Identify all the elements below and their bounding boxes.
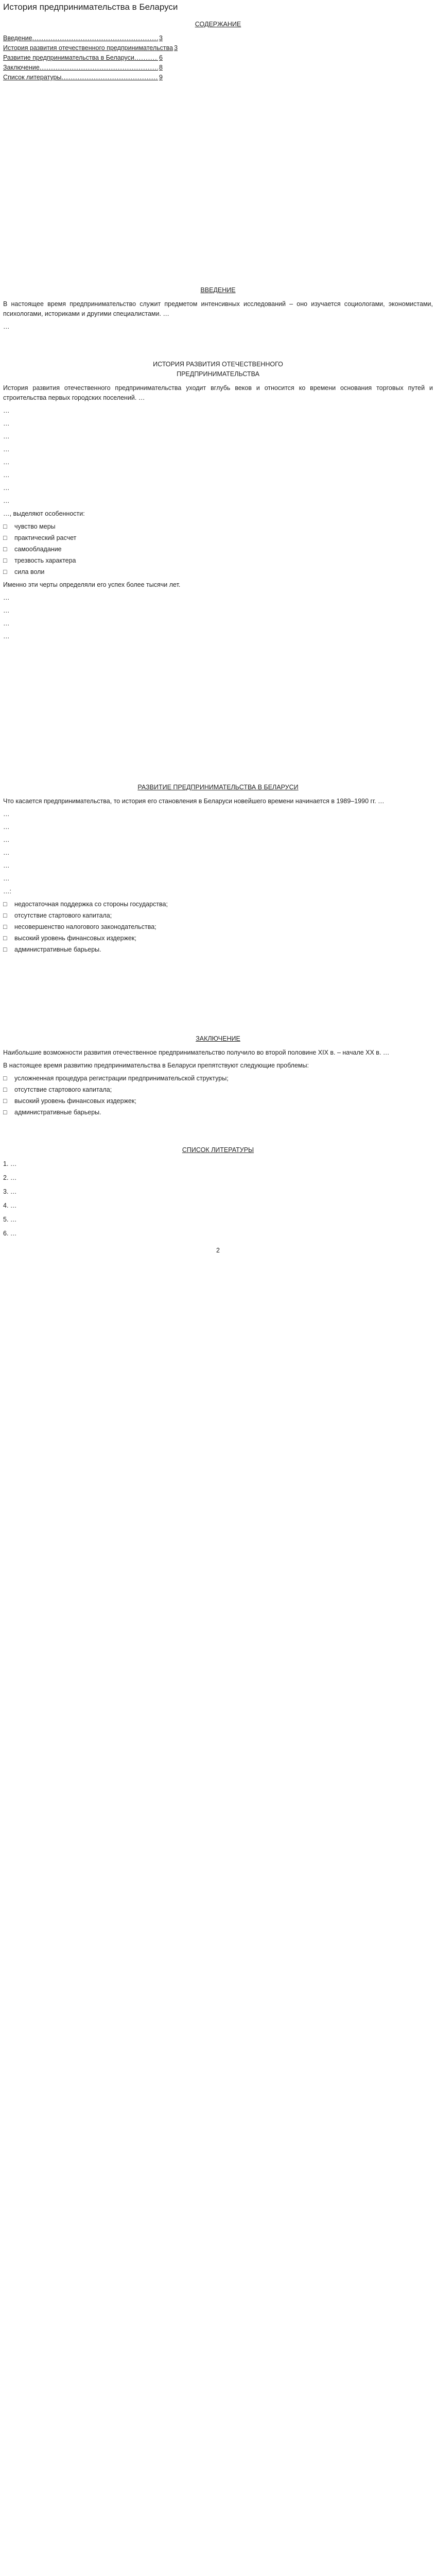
paragraph: … — [3, 862, 10, 869]
bullet-square-icon: □ — [3, 557, 7, 564]
features-list — [3, 522, 433, 577]
paragraph: … — [3, 446, 10, 453]
feature-item — [3, 567, 433, 577]
reference-item: 4. … — [3, 1202, 17, 1209]
bullet-square-icon: □ — [3, 935, 7, 942]
problem-item-text: отсутствие стартового капитала; — [14, 912, 112, 919]
bullet-square-icon: □ — [3, 946, 7, 953]
paragraph: … — [3, 849, 10, 856]
problem-item — [3, 945, 433, 955]
paragraph: … — [3, 607, 10, 614]
problems-intro: …: — [3, 888, 11, 895]
problem-item-text: недостаточная поддержка со стороны государства; — [14, 901, 168, 908]
toc-leader-dots — [32, 33, 158, 43]
toc-item-label: История развития отечественного предпринимательства — [3, 44, 173, 52]
history-heading-line2: ПРЕДПРИНИМАТЕЛЬСТВА — [177, 370, 259, 378]
paragraph: … — [3, 810, 10, 818]
page-number: 2 — [216, 1247, 220, 1254]
belarus-problems-list — [3, 900, 433, 955]
conclusion-problem-item-text: усложненная процедура регистрации предпринимательской структуры; — [14, 1075, 229, 1082]
paragraph: История развития отечественного предпринимательства уходит вглубь веков и относится ко времени основания торговых путей и строительства первых городских поселений. … — [3, 384, 433, 401]
paragraph: … — [3, 433, 10, 440]
bullet-square-icon: □ — [3, 1109, 7, 1116]
problem-item — [3, 911, 433, 921]
conclusion-problem-item-text: административные барьеры. — [14, 1109, 101, 1116]
intro-heading: ВВЕДЕНИЕ — [200, 286, 236, 294]
document-body — [3, 20, 433, 1256]
history-heading — [3, 360, 433, 379]
toc-item[interactable] — [3, 63, 163, 73]
references-list — [3, 1159, 433, 1239]
conclusion-problem-item — [3, 1108, 433, 1117]
feature-item-text: трезвость характера — [14, 557, 76, 564]
toc-leader-dots — [61, 73, 158, 82]
conclusion-problem-item — [3, 1074, 433, 1083]
bullet-square-icon: □ — [3, 523, 7, 530]
belarus-heading: РАЗВИТИЕ ПРЕДПРИНИМАТЕЛЬСТВА В БЕЛАРУСИ — [137, 784, 299, 791]
conclusion-heading: ЗАКЛЮЧЕНИЕ — [196, 1035, 240, 1042]
bullet-square-icon: □ — [3, 534, 7, 541]
toc-leader-dots — [134, 53, 158, 63]
toc-item-page: 8 — [159, 64, 163, 71]
conclusion-problem-item-text: отсутствие стартового капитала; — [14, 1086, 112, 1093]
paragraph: Наибольшие возможности развития отечественное предпринимательство получило во второй половине XIX в. – начале XX в. … — [3, 1049, 390, 1056]
toc-heading: СОДЕРЖАНИЕ — [195, 21, 241, 28]
toc-item[interactable] — [3, 73, 163, 82]
bullet-square-icon: □ — [3, 901, 7, 908]
intro-section — [3, 285, 433, 332]
conclusion-problem-item — [3, 1096, 433, 1106]
page-title: История предпринимательства в Беларуси — [3, 2, 178, 12]
reference-item: 3. … — [3, 1188, 17, 1195]
paragraph: … — [3, 497, 10, 504]
feature-item-text: самообладание — [14, 546, 62, 553]
belarus-section — [3, 783, 433, 955]
references-section — [3, 1145, 433, 1239]
problem-item-text: административные барьеры. — [14, 946, 101, 953]
problem-item — [3, 922, 433, 932]
history-paragraphs — [3, 383, 433, 506]
history-section — [3, 360, 433, 641]
conclusion-problem-item-text: высокий уровень финансовых издержек; — [14, 1097, 136, 1105]
toc-item[interactable] — [3, 33, 163, 43]
paragraph: … — [3, 420, 10, 427]
bullet-square-icon: □ — [3, 1086, 7, 1093]
feature-item — [3, 533, 433, 543]
paragraph: … — [3, 633, 10, 640]
toc-leader-dots — [40, 63, 158, 73]
paragraph: … — [3, 594, 10, 601]
toc-item-page: 3 — [174, 44, 178, 52]
problem-item — [3, 934, 433, 943]
paragraph: … — [3, 836, 10, 843]
paragraph: В настоящее время развитию предпринимательства в Беларуси препятствуют следующие проблемы: — [3, 1062, 309, 1069]
reference-item: 5. … — [3, 1216, 17, 1223]
bullet-square-icon: □ — [3, 546, 7, 553]
paragraph: … — [3, 471, 10, 479]
feature-item — [3, 556, 433, 566]
history-paragraphs-after — [3, 580, 433, 641]
paragraph: … — [3, 875, 10, 882]
problem-item-text: несовершенство налогового законодательства; — [14, 923, 156, 930]
toc-item[interactable] — [3, 53, 163, 63]
toc-item-label: Список литературы — [3, 74, 62, 81]
conclusion-section — [3, 1034, 433, 1117]
toc-list — [3, 33, 178, 82]
paragraph: Именно эти черты определяли его успех более тысячи лет. — [3, 581, 181, 588]
paragraph: … — [3, 407, 10, 414]
toc-item[interactable] — [3, 43, 178, 53]
feature-item — [3, 522, 433, 532]
paragraph: … — [3, 823, 10, 831]
paragraph: Что касается предпринимательства, то история его становления в Беларуси новейшего времени начинается в 1989–1990 гг. … — [3, 798, 385, 805]
bullet-square-icon: □ — [3, 1097, 7, 1105]
toc-item-page: 6 — [159, 54, 163, 61]
bullet-square-icon: □ — [3, 1075, 7, 1082]
conclusion-paragraphs — [3, 1048, 433, 1071]
problem-item-text: высокий уровень финансовых издержек; — [14, 935, 136, 942]
feature-item-text: чувство меры — [14, 523, 56, 530]
paragraph: … — [3, 459, 10, 466]
feature-item-text: сила воли — [14, 568, 45, 575]
features-intro: …, выделяют особенности: — [3, 510, 85, 517]
conclusion-problem-item — [3, 1085, 433, 1095]
paragraph: … — [3, 620, 10, 627]
reference-item: 2. … — [3, 1174, 17, 1181]
feature-item-text: практический расчет — [14, 534, 77, 541]
bullet-square-icon: □ — [3, 923, 7, 930]
references-heading: СПИСОК ЛИТЕРАТУРЫ — [182, 1146, 254, 1154]
paragraph: … — [3, 323, 10, 330]
toc-item-label: Заключение — [3, 64, 40, 71]
feature-item — [3, 545, 433, 554]
toc-item-label: Развитие предпринимательства в Беларуси — [3, 54, 134, 61]
conclusion-problems-list — [3, 1074, 433, 1117]
toc-item-page: 3 — [159, 35, 163, 42]
reference-item: 6. … — [3, 1230, 17, 1237]
history-heading-line1: ИСТОРИЯ РАЗВИТИЯ ОТЕЧЕСТВЕННОГО — [153, 361, 283, 368]
toc-item-page: 9 — [159, 74, 163, 81]
toc-section — [3, 20, 433, 82]
problem-item — [3, 900, 433, 909]
belarus-paragraphs — [3, 796, 433, 884]
toc-item-label: Введение — [3, 35, 32, 42]
paragraph: … — [3, 484, 10, 492]
paragraph: В настоящее время предпринимательство служит предметом интенсивных исследований – оно изучается социологами, экономистами, психологами, историками и другими специалистами. … — [3, 300, 433, 317]
bullet-square-icon: □ — [3, 568, 7, 575]
bullet-square-icon: □ — [3, 912, 7, 919]
reference-item: 1. … — [3, 1160, 17, 1167]
intro-paragraphs — [3, 299, 433, 332]
